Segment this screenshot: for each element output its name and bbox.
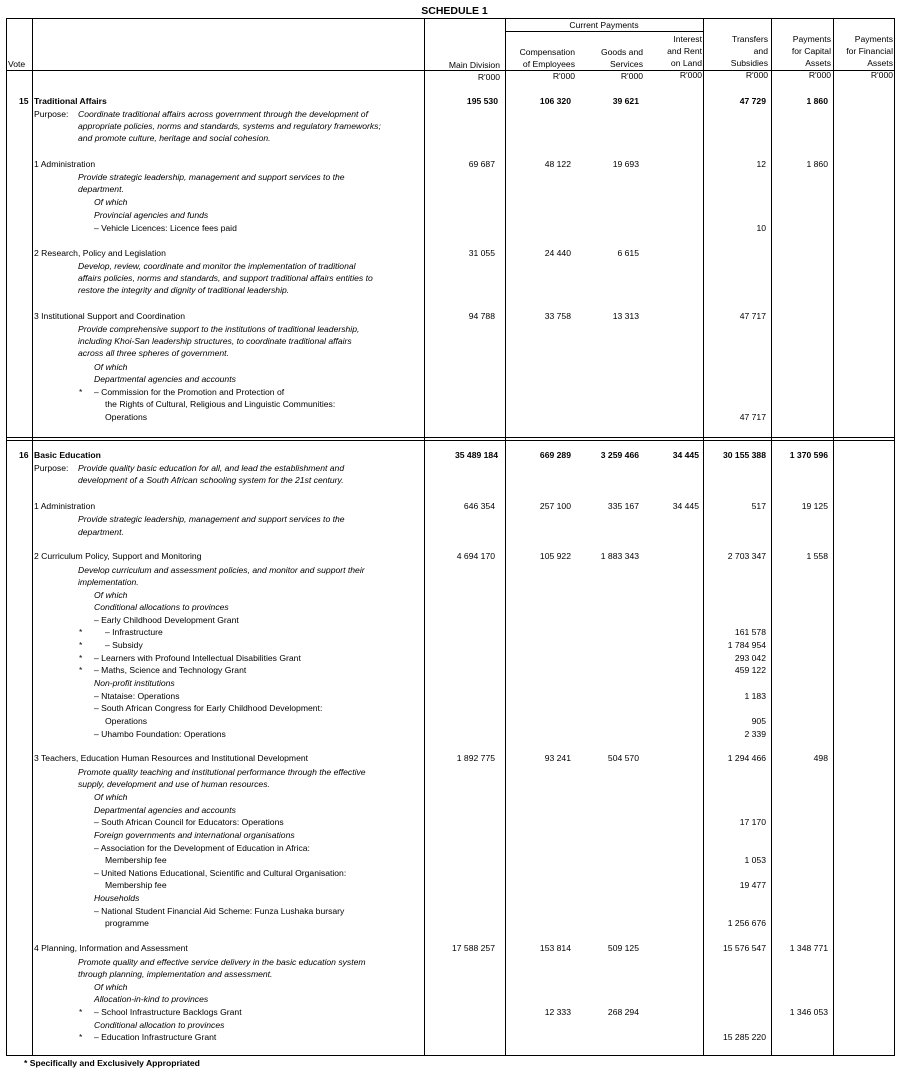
programme-description: restore the integrity and dignity of traditional leadership.: [78, 285, 290, 295]
unit-label: R'000: [745, 70, 768, 81]
vote-number: 15: [19, 96, 29, 106]
line-item: the Rights of Cultural, Religious and Linguistic Communities:: [105, 399, 336, 409]
vote-compensation: 106 320: [539, 96, 571, 106]
line-item: – Subsidy: [105, 640, 143, 650]
line-item-transfers: 19 477: [739, 880, 766, 890]
appropriation-marker: *: [79, 640, 83, 650]
vote-capital: 1 860: [806, 96, 828, 106]
programme-name: 4 Planning, Information and Assessment: [34, 943, 188, 953]
programme-transfers: 15 576 547: [722, 943, 766, 953]
appropriation-marker: *: [79, 627, 83, 637]
col-divider: [32, 19, 33, 1055]
vote-main-division: 195 530: [466, 96, 498, 106]
programme-transfers: 517: [751, 501, 766, 511]
category-label: Non-profit institutions: [94, 678, 175, 688]
line-item: – Infrastructure: [105, 627, 163, 637]
header-main-division: Main Division R'000: [424, 59, 500, 83]
header-current-payments: Current Payments: [569, 20, 639, 30]
line-item-transfers: 1 784 954: [727, 640, 766, 650]
footnote: * Specifically and Exclusively Appropriated: [24, 1058, 200, 1068]
vote-separator: [7, 440, 894, 441]
appropriation-marker: *: [79, 1007, 83, 1017]
line-item: – South African Council for Educators: Operations: [94, 817, 284, 827]
of-which-label: Of which: [94, 982, 128, 992]
vote-transfers: 30 155 388: [722, 450, 766, 460]
line-item: Membership fee: [105, 880, 167, 890]
line-item-transfers: 15 285 220: [722, 1032, 766, 1042]
programme-main-division: 646 354: [463, 501, 495, 511]
programme-capital: 19 125: [801, 501, 828, 511]
current-payments-rule: [505, 31, 703, 32]
header-transfers: Transfers and Subsidies R'000: [706, 33, 768, 81]
programme-name: 3 Teachers, Education Human Resources and Institutional Development: [34, 753, 309, 763]
line-item-goods: 268 294: [607, 1007, 639, 1017]
line-item: – Commission for the Promotion and Protection of: [94, 387, 285, 397]
line-item: Operations: [105, 412, 148, 422]
programme-description: Promote quality and effective service delivery in the basic education system: [78, 957, 366, 967]
line-item: – Uhambo Foundation: Operations: [94, 729, 226, 739]
programme-description: Provide strategic leadership, management and support services to the: [78, 172, 345, 182]
purpose-text: development of a South African schooling system for the 21st century.: [78, 475, 344, 485]
of-which-label: Of which: [94, 590, 128, 600]
programme-compensation: 153 814: [539, 943, 571, 953]
purpose-text: and promote culture, heritage and social cohesion.: [78, 133, 271, 143]
purpose-text: Coordinate traditional affairs across government through the development of: [78, 109, 368, 119]
line-item: – Ntataise: Operations: [94, 691, 180, 701]
appropriation-marker: *: [79, 665, 83, 675]
line-item-transfers: 1 183: [744, 691, 766, 701]
col-divider: [833, 19, 834, 1055]
programme-interest: 34 445: [672, 501, 699, 511]
programme-name: 1 Administration: [34, 501, 96, 511]
line-item: – Association for the Development of Education in Africa:: [94, 843, 310, 853]
vote-goods: 39 621: [612, 96, 639, 106]
programme-goods: 13 313: [612, 311, 639, 321]
vote-interest: 34 445: [672, 450, 699, 460]
programme-name: 2 Research, Policy and Legislation: [34, 248, 166, 258]
line-item-transfers: 47 717: [739, 412, 766, 422]
category-label: Conditional allocations to provinces: [94, 602, 229, 612]
line-item-transfers: 1 053: [744, 855, 766, 865]
unit-label: R'000: [679, 70, 702, 81]
header-financial-assets: Payments for Financial Assets R'000: [834, 33, 893, 81]
vote-transfers: 47 729: [739, 96, 766, 106]
programme-goods: 1 883 343: [600, 551, 639, 561]
programme-goods: 504 570: [607, 753, 639, 763]
programme-goods: 509 125: [607, 943, 639, 953]
header-vote: Vote: [8, 59, 26, 69]
programme-main-division: 94 788: [468, 311, 495, 321]
programme-capital: 1 860: [806, 159, 828, 169]
vote-goods: 3 259 466: [600, 450, 639, 460]
programme-transfers: 47 717: [739, 311, 766, 321]
programme-description: across all three spheres of government.: [78, 348, 229, 358]
purpose-label: Purpose:: [34, 109, 69, 119]
programme-description: affairs policies, norms and standards, and support traditional affairs entities to: [78, 273, 373, 283]
programme-compensation: 257 100: [539, 501, 571, 511]
line-item: – National Student Financial Aid Scheme: Funza Lushaka bursary: [94, 906, 345, 916]
programme-compensation: 33 758: [544, 311, 571, 321]
category-label: Departmental agencies and accounts: [94, 374, 236, 384]
appropriation-marker: *: [79, 387, 83, 397]
programme-goods: 6 615: [617, 248, 639, 258]
header-capital-assets: Payments for Capital Assets R'000: [772, 33, 831, 81]
programme-name: 2 Curriculum Policy, Support and Monitoring: [34, 551, 202, 561]
line-item: – Early Childhood Development Grant: [94, 615, 239, 625]
line-item-transfers: 10: [756, 223, 766, 233]
line-item: – Maths, Science and Technology Grant: [94, 665, 247, 675]
line-item: Operations: [105, 716, 148, 726]
programme-capital: 1 558: [806, 551, 828, 561]
programme-goods: 19 693: [612, 159, 639, 169]
programme-name: 3 Institutional Support and Coordination: [34, 311, 185, 321]
programme-description: implementation.: [78, 577, 139, 587]
line-item: – Vehicle Licences: Licence fees paid: [94, 223, 237, 233]
line-item-compensation: 12 333: [544, 1007, 571, 1017]
appropriation-marker: *: [79, 1032, 83, 1042]
vote-number: 16: [19, 450, 29, 460]
purpose-label: Purpose:: [34, 463, 69, 473]
programme-main-division: 31 055: [468, 248, 495, 258]
category-label: Departmental agencies and accounts: [94, 805, 236, 815]
line-item: programme: [105, 918, 149, 928]
programme-main-division: 1 892 775: [456, 753, 495, 763]
of-which-label: Of which: [94, 792, 128, 802]
of-which-label: Of which: [94, 197, 128, 207]
line-item: – South African Congress for Early Childhood Development:: [94, 703, 323, 713]
category-label: Foreign governments and international organisations: [94, 830, 295, 840]
col-divider: [703, 19, 704, 1055]
programme-main-division: 69 687: [468, 159, 495, 169]
purpose-text: appropriate policies, norms and standards, systems and regulatory frameworks;: [78, 121, 381, 131]
line-item-transfers: 905: [751, 716, 766, 726]
programme-transfers: 12: [756, 159, 766, 169]
purpose-text: Provide quality basic education for all, and lead the establishment and: [78, 463, 345, 473]
line-item-transfers: 459 122: [734, 665, 766, 675]
line-item: – United Nations Educational, Scientific and Cultural Organisation:: [94, 868, 347, 878]
col-divider: [424, 19, 425, 1055]
line-item-transfers: 293 042: [734, 653, 766, 663]
programme-description: Develop curriculum and assessment policies, and monitor and support their: [78, 565, 365, 575]
category-label: Allocation-in-kind to provinces: [94, 994, 209, 1004]
programme-description: department.: [78, 527, 124, 537]
programme-compensation: 105 922: [539, 551, 571, 561]
programme-capital: 1 348 771: [789, 943, 828, 953]
line-item: – School Infrastructure Backlogs Grant: [94, 1007, 242, 1017]
header-compensation: Compensation of Employees R'000: [505, 46, 575, 82]
line-item-transfers: 2 339: [744, 729, 766, 739]
line-item: – Learners with Profound Intellectual Disabilities Grant: [94, 653, 301, 663]
vote-main-division: 35 489 184: [454, 450, 498, 460]
programme-compensation: 24 440: [544, 248, 571, 258]
line-item-transfers: 17 170: [739, 817, 766, 827]
unit-label: R'000: [552, 71, 575, 82]
vote-name: Traditional Affairs: [34, 96, 107, 106]
programme-transfers: 2 703 347: [727, 551, 766, 561]
programme-description: Develop, review, coordinate and monitor the implementation of traditional: [78, 261, 356, 271]
programme-transfers: 1 294 466: [727, 753, 766, 763]
vote-name: Basic Education: [34, 450, 101, 460]
programme-description: Provide comprehensive support to the institutions of traditional leadership,: [78, 324, 360, 334]
line-item-transfers: 1 256 676: [727, 918, 766, 928]
line-item-capital: 1 346 053: [789, 1007, 828, 1017]
schedule-title: SCHEDULE 1: [421, 5, 488, 17]
category-label: Households: [94, 893, 140, 903]
programme-compensation: 93 241: [544, 753, 571, 763]
programme-goods: 335 167: [607, 501, 639, 511]
unit-label: R'000: [870, 70, 893, 81]
programme-compensation: 48 122: [544, 159, 571, 169]
col-divider: [505, 19, 506, 1055]
vote-separator: [7, 437, 894, 438]
programme-main-division: 17 588 257: [451, 943, 495, 953]
programme-description: supply, development and use of human resources.: [78, 779, 270, 789]
programme-name: 1 Administration: [34, 159, 96, 169]
programme-description: department.: [78, 184, 124, 194]
programme-main-division: 4 694 170: [456, 551, 495, 561]
category-label: Provincial agencies and funds: [94, 210, 209, 220]
programme-description: Provide strategic leadership, management and support services to the: [78, 514, 345, 524]
unit-label: R'000: [477, 72, 500, 83]
programme-description: Promote quality teaching and institutional performance through the effective: [78, 767, 366, 777]
programme-description: through planning, implementation and assessment.: [78, 969, 273, 979]
of-which-label: Of which: [94, 362, 128, 372]
unit-label: R'000: [808, 70, 831, 81]
header-interest-rent: Interest and Rent on Land R'000: [648, 33, 702, 81]
vote-capital: 1 370 596: [789, 450, 828, 460]
col-divider: [771, 19, 772, 1055]
line-item-transfers: 161 578: [734, 627, 766, 637]
appropriation-marker: *: [79, 653, 83, 663]
programme-capital: 498: [813, 753, 828, 763]
line-item: – Education Infrastructure Grant: [94, 1032, 217, 1042]
programme-description: including Khoi-San leadership structures, to coordinate traditional affairs: [78, 336, 352, 346]
category-label: Conditional allocation to provinces: [94, 1020, 225, 1030]
vote-compensation: 669 289: [539, 450, 571, 460]
unit-label: R'000: [620, 71, 643, 82]
header-goods-services: Goods and Services R'000: [580, 46, 643, 82]
line-item: Membership fee: [105, 855, 167, 865]
